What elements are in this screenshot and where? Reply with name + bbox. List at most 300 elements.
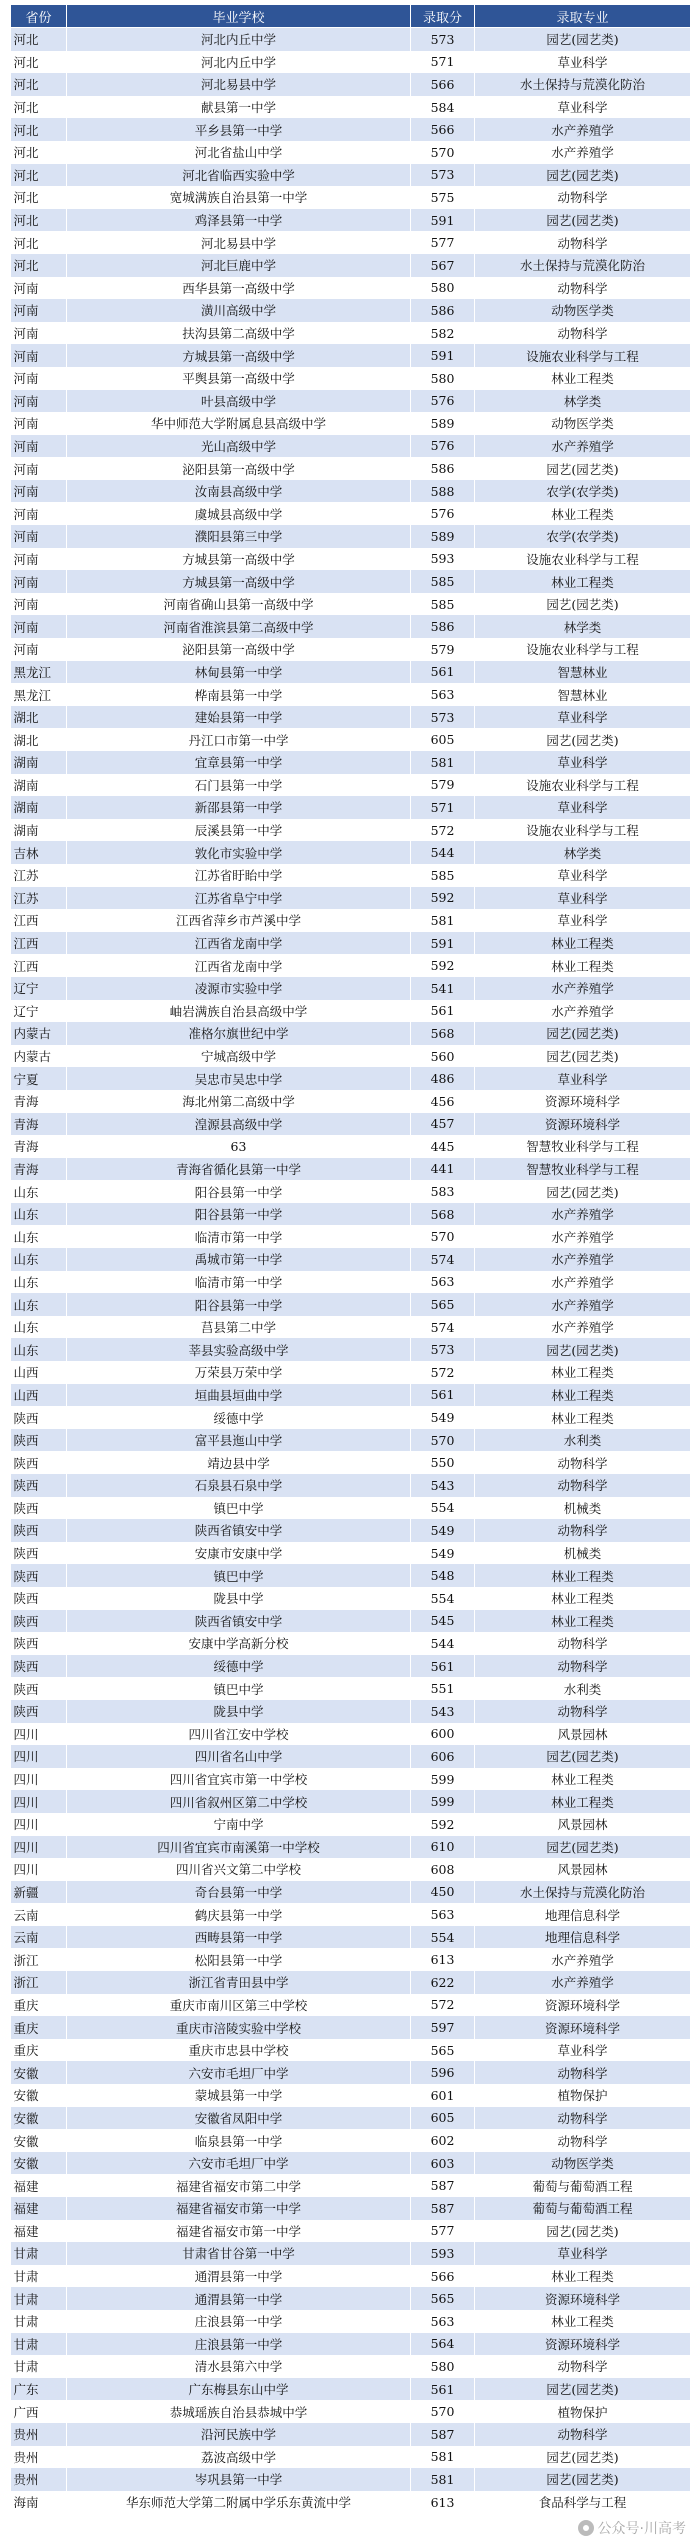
cell-major: 水土保持与荒漠化防治 bbox=[475, 254, 691, 277]
cell-school: 华东师范大学第二附属中学乐东黄流中学 bbox=[67, 2491, 411, 2514]
cell-score: 580 bbox=[411, 277, 475, 300]
cell-province: 陕西 bbox=[11, 1587, 67, 1610]
cell-score: 551 bbox=[411, 1677, 475, 1700]
cell-major: 动物科学 bbox=[475, 1451, 691, 1474]
cell-major: 草业科学 bbox=[475, 909, 691, 932]
cell-major: 机械类 bbox=[475, 1497, 691, 1520]
cell-score: 599 bbox=[411, 1768, 475, 1791]
cell-province: 湖南 bbox=[11, 774, 67, 797]
cell-major: 动物科学 bbox=[475, 2423, 691, 2446]
cell-province: 陕西 bbox=[11, 1632, 67, 1655]
cell-school: 临泉县第一中学 bbox=[67, 2129, 411, 2152]
cell-province: 云南 bbox=[11, 1926, 67, 1949]
cell-score: 602 bbox=[411, 2129, 475, 2152]
table-row bbox=[11, 864, 691, 887]
cell-province: 甘肃 bbox=[11, 2333, 67, 2356]
cell-score: 565 bbox=[411, 2039, 475, 2062]
table-row bbox=[11, 73, 691, 96]
cell-school: 绥德中学 bbox=[67, 1406, 411, 1429]
cell-province: 河南 bbox=[11, 638, 67, 661]
cell-score: 570 bbox=[411, 1225, 475, 1248]
cell-school: 莘县实验高级中学 bbox=[67, 1338, 411, 1361]
cell-score: 584 bbox=[411, 96, 475, 119]
cell-score: 606 bbox=[411, 1745, 475, 1768]
cell-school: 河北内丘中学 bbox=[67, 51, 411, 74]
cell-major: 园艺(园艺类) bbox=[475, 2468, 691, 2491]
cell-score: 581 bbox=[411, 2446, 475, 2469]
cell-score: 581 bbox=[411, 2468, 475, 2491]
cell-province: 河北 bbox=[11, 231, 67, 254]
table-row bbox=[11, 1361, 691, 1384]
cell-score: 601 bbox=[411, 2084, 475, 2107]
cell-province: 甘肃 bbox=[11, 2287, 67, 2310]
cell-major: 园艺(园艺类) bbox=[475, 28, 691, 51]
watermark bbox=[578, 2518, 686, 2538]
table-row bbox=[11, 2242, 691, 2265]
cell-province: 山西 bbox=[11, 1361, 67, 1384]
cell-score: 445 bbox=[411, 1135, 475, 1158]
cell-major: 草业科学 bbox=[475, 96, 691, 119]
cell-score: 560 bbox=[411, 1045, 475, 1068]
cell-school: 绥德中学 bbox=[67, 1655, 411, 1678]
cell-school: 江西省萍乡市芦溪中学 bbox=[67, 909, 411, 932]
cell-score: 563 bbox=[411, 2310, 475, 2333]
cell-major: 水产养殖学 bbox=[475, 1203, 691, 1226]
table-row bbox=[11, 1135, 691, 1158]
cell-major: 设施农业科学与工程 bbox=[475, 638, 691, 661]
table-row bbox=[11, 774, 691, 797]
table-row bbox=[11, 2084, 691, 2107]
cell-score: 613 bbox=[411, 1948, 475, 1971]
cell-school: 六安市毛坦厂中学 bbox=[67, 2061, 411, 2084]
cell-province: 河南 bbox=[11, 570, 67, 593]
cell-school: 陇县中学 bbox=[67, 1587, 411, 1610]
table-row bbox=[11, 1858, 691, 1881]
cell-school: 准格尔旗世纪中学 bbox=[67, 1022, 411, 1045]
cell-major: 动物科学 bbox=[475, 1474, 691, 1497]
cell-school: 福建省福安市第一中学 bbox=[67, 2220, 411, 2243]
cell-major: 园艺(园艺类) bbox=[475, 1180, 691, 1203]
cell-province: 安徽 bbox=[11, 2107, 67, 2130]
cell-score: 585 bbox=[411, 570, 475, 593]
cell-province: 新疆 bbox=[11, 1881, 67, 1904]
cell-score: 566 bbox=[411, 73, 475, 96]
table-row bbox=[11, 2039, 691, 2062]
cell-score: 441 bbox=[411, 1158, 475, 1181]
cell-score: 544 bbox=[411, 841, 475, 864]
cell-province: 江西 bbox=[11, 932, 67, 955]
cell-province: 河南 bbox=[11, 525, 67, 548]
cell-province: 江西 bbox=[11, 954, 67, 977]
cell-score: 585 bbox=[411, 864, 475, 887]
cell-score: 605 bbox=[411, 728, 475, 751]
header-score: 录取分 bbox=[411, 5, 475, 28]
cell-major: 草业科学 bbox=[475, 887, 691, 910]
cell-major: 草业科学 bbox=[475, 796, 691, 819]
table-row bbox=[11, 2333, 691, 2356]
cell-score: 593 bbox=[411, 548, 475, 571]
cell-province: 湖北 bbox=[11, 728, 67, 751]
cell-school: 方城县第一高级中学 bbox=[67, 570, 411, 593]
cell-province: 河南 bbox=[11, 344, 67, 367]
cell-province: 四川 bbox=[11, 1790, 67, 1813]
cell-school: 四川省叙州区第二中学校 bbox=[67, 1790, 411, 1813]
table-row bbox=[11, 2491, 691, 2514]
cell-province: 山东 bbox=[11, 1225, 67, 1248]
cell-school: 蒙城县第一中学 bbox=[67, 2084, 411, 2107]
table-row bbox=[11, 277, 691, 300]
cell-score: 565 bbox=[411, 1293, 475, 1316]
cell-major: 园艺(园艺类) bbox=[475, 1836, 691, 1859]
cell-major: 水利类 bbox=[475, 1429, 691, 1452]
cell-school: 河北易县中学 bbox=[67, 73, 411, 96]
cell-province: 湖北 bbox=[11, 706, 67, 729]
cell-major: 葡萄与葡萄酒工程 bbox=[475, 2174, 691, 2197]
cell-major: 林业工程类 bbox=[475, 1768, 691, 1791]
table-row bbox=[11, 1881, 691, 1904]
cell-province: 河北 bbox=[11, 164, 67, 187]
cell-score: 561 bbox=[411, 2378, 475, 2401]
cell-school: 阳谷县第一中学 bbox=[67, 1293, 411, 1316]
table-row bbox=[11, 1000, 691, 1023]
cell-province: 贵州 bbox=[11, 2468, 67, 2491]
cell-score: 592 bbox=[411, 1813, 475, 1836]
cell-major: 农学(农学类) bbox=[475, 480, 691, 503]
cell-major: 动物科学 bbox=[475, 231, 691, 254]
cell-province: 安徽 bbox=[11, 2061, 67, 2084]
cell-major: 林业工程类 bbox=[475, 1790, 691, 1813]
cell-score: 566 bbox=[411, 118, 475, 141]
table-row bbox=[11, 457, 691, 480]
cell-school: 西畴县第一中学 bbox=[67, 1926, 411, 1949]
table-row bbox=[11, 1655, 691, 1678]
cell-school: 凌源市实验中学 bbox=[67, 977, 411, 1000]
cell-score: 583 bbox=[411, 1180, 475, 1203]
cell-major: 园艺(园艺类) bbox=[475, 728, 691, 751]
cell-score: 591 bbox=[411, 932, 475, 955]
cell-major: 资源环境科学 bbox=[475, 2333, 691, 2356]
table-row bbox=[11, 1700, 691, 1723]
cell-score: 610 bbox=[411, 1836, 475, 1859]
cell-score: 597 bbox=[411, 2016, 475, 2039]
table-row bbox=[11, 1180, 691, 1203]
table-row bbox=[11, 1090, 691, 1113]
table-row bbox=[11, 1225, 691, 1248]
cell-province: 江苏 bbox=[11, 887, 67, 910]
cell-province: 福建 bbox=[11, 2174, 67, 2197]
cell-school: 方城县第一高级中学 bbox=[67, 548, 411, 571]
cell-score: 576 bbox=[411, 502, 475, 525]
cell-major: 林业工程类 bbox=[475, 367, 691, 390]
cell-province: 宁夏 bbox=[11, 1067, 67, 1090]
cell-major: 草业科学 bbox=[475, 706, 691, 729]
cell-school: 四川省名山中学 bbox=[67, 1745, 411, 1768]
cell-score: 603 bbox=[411, 2152, 475, 2175]
cell-score: 589 bbox=[411, 525, 475, 548]
table-row bbox=[11, 1632, 691, 1655]
table-row bbox=[11, 164, 691, 187]
cell-score: 567 bbox=[411, 254, 475, 277]
cell-school: 江西省龙南中学 bbox=[67, 932, 411, 955]
cell-major: 风景园林 bbox=[475, 1723, 691, 1746]
cell-score: 573 bbox=[411, 164, 475, 187]
table-header-row bbox=[11, 5, 691, 28]
cell-score: 576 bbox=[411, 435, 475, 458]
cell-score: 613 bbox=[411, 2491, 475, 2514]
cell-school: 临清市第一中学 bbox=[67, 1225, 411, 1248]
cell-school: 重庆市忠县中学校 bbox=[67, 2039, 411, 2062]
cell-province: 青海 bbox=[11, 1113, 67, 1136]
table-row bbox=[11, 1926, 691, 1949]
table-row bbox=[11, 141, 691, 164]
cell-school: 四川省兴文第二中学校 bbox=[67, 1858, 411, 1881]
admission-table bbox=[10, 4, 691, 2513]
cell-score: 564 bbox=[411, 2333, 475, 2356]
cell-score: 571 bbox=[411, 796, 475, 819]
table-row bbox=[11, 977, 691, 1000]
cell-major: 动物医学类 bbox=[475, 2152, 691, 2175]
table-row bbox=[11, 1158, 691, 1181]
cell-score: 566 bbox=[411, 2265, 475, 2288]
cell-score: 543 bbox=[411, 1474, 475, 1497]
cell-score: 579 bbox=[411, 774, 475, 797]
cell-school: 辰溪县第一中学 bbox=[67, 819, 411, 842]
cell-major: 园艺(园艺类) bbox=[475, 2220, 691, 2243]
cell-score: 561 bbox=[411, 1655, 475, 1678]
cell-score: 592 bbox=[411, 954, 475, 977]
cell-major: 动物科学 bbox=[475, 1519, 691, 1542]
cell-score: 581 bbox=[411, 909, 475, 932]
table-row bbox=[11, 954, 691, 977]
cell-province: 海南 bbox=[11, 2491, 67, 2514]
table-row bbox=[11, 2310, 691, 2333]
table-row bbox=[11, 1610, 691, 1633]
cell-province: 河北 bbox=[11, 186, 67, 209]
cell-province: 陕西 bbox=[11, 1497, 67, 1520]
cell-score: 622 bbox=[411, 1971, 475, 1994]
table-row bbox=[11, 1022, 691, 1045]
cell-score: 592 bbox=[411, 887, 475, 910]
cell-major: 植物保护 bbox=[475, 2400, 691, 2423]
cell-province: 四川 bbox=[11, 1768, 67, 1791]
table-row bbox=[11, 2355, 691, 2378]
table-row bbox=[11, 1903, 691, 1926]
table-row bbox=[11, 2107, 691, 2130]
cell-school: 宜章县第一中学 bbox=[67, 751, 411, 774]
table-row bbox=[11, 887, 691, 910]
cell-major: 草业科学 bbox=[475, 2039, 691, 2062]
table-row bbox=[11, 28, 691, 51]
table-row bbox=[11, 2287, 691, 2310]
cell-province: 河南 bbox=[11, 457, 67, 480]
cell-major: 园艺(园艺类) bbox=[475, 2446, 691, 2469]
cell-school: 河南省淮滨县第二高级中学 bbox=[67, 615, 411, 638]
cell-school: 四川省江安中学校 bbox=[67, 1723, 411, 1746]
cell-score: 591 bbox=[411, 344, 475, 367]
cell-school: 重庆市南川区第三中学校 bbox=[67, 1994, 411, 2017]
cell-score: 588 bbox=[411, 480, 475, 503]
cell-major: 动物科学 bbox=[475, 2129, 691, 2152]
table-row bbox=[11, 1203, 691, 1226]
table-row bbox=[11, 118, 691, 141]
table-row bbox=[11, 1474, 691, 1497]
table-row bbox=[11, 1451, 691, 1474]
cell-province: 贵州 bbox=[11, 2446, 67, 2469]
cell-province: 重庆 bbox=[11, 1994, 67, 2017]
cell-province: 河北 bbox=[11, 28, 67, 51]
table-row bbox=[11, 661, 691, 684]
cell-school: 通渭县第一中学 bbox=[67, 2265, 411, 2288]
cell-school: 沿河民族中学 bbox=[67, 2423, 411, 2446]
cell-score: 561 bbox=[411, 1000, 475, 1023]
cell-major: 水产养殖学 bbox=[475, 1293, 691, 1316]
table-row bbox=[11, 2265, 691, 2288]
cell-province: 青海 bbox=[11, 1090, 67, 1113]
table-row bbox=[11, 1406, 691, 1429]
cell-province: 山东 bbox=[11, 1293, 67, 1316]
cell-score: 549 bbox=[411, 1519, 475, 1542]
cell-school: 石门县第一中学 bbox=[67, 774, 411, 797]
cell-school: 鹤庆县第一中学 bbox=[67, 1903, 411, 1926]
cell-major: 动物科学 bbox=[475, 186, 691, 209]
cell-score: 573 bbox=[411, 1338, 475, 1361]
cell-major: 农学(农学类) bbox=[475, 525, 691, 548]
cell-school: 恭城瑶族自治县恭城中学 bbox=[67, 2400, 411, 2423]
cell-major: 资源环境科学 bbox=[475, 1994, 691, 2017]
cell-province: 陕西 bbox=[11, 1406, 67, 1429]
cell-province: 陕西 bbox=[11, 1429, 67, 1452]
cell-province: 四川 bbox=[11, 1858, 67, 1881]
cell-major: 林业工程类 bbox=[475, 1587, 691, 1610]
cell-major: 园艺(园艺类) bbox=[475, 1338, 691, 1361]
cell-school: 平舆县第一高级中学 bbox=[67, 367, 411, 390]
table-row bbox=[11, 1271, 691, 1294]
table-row bbox=[11, 1542, 691, 1565]
cell-province: 辽宁 bbox=[11, 977, 67, 1000]
table-row bbox=[11, 2446, 691, 2469]
table-row bbox=[11, 638, 691, 661]
cell-province: 浙江 bbox=[11, 1971, 67, 1994]
cell-school: 陇县中学 bbox=[67, 1700, 411, 1723]
cell-school: 海北州第二高级中学 bbox=[67, 1090, 411, 1113]
cell-major: 园艺(园艺类) bbox=[475, 1045, 691, 1068]
cell-major: 资源环境科学 bbox=[475, 1113, 691, 1136]
cell-province: 陕西 bbox=[11, 1610, 67, 1633]
cell-major: 林业工程类 bbox=[475, 954, 691, 977]
cell-major: 水产养殖学 bbox=[475, 118, 691, 141]
cell-score: 587 bbox=[411, 2197, 475, 2220]
cell-score: 572 bbox=[411, 819, 475, 842]
cell-major: 水产养殖学 bbox=[475, 1000, 691, 1023]
cell-major: 水产养殖学 bbox=[475, 1948, 691, 1971]
cell-province: 湖南 bbox=[11, 819, 67, 842]
cell-province: 河北 bbox=[11, 118, 67, 141]
cell-major: 食品科学与工程 bbox=[475, 2491, 691, 2514]
cell-major: 智慧林业 bbox=[475, 661, 691, 684]
cell-province: 河南 bbox=[11, 367, 67, 390]
cell-school: 庄浪县第一中学 bbox=[67, 2333, 411, 2356]
cell-province: 内蒙古 bbox=[11, 1045, 67, 1068]
cell-major: 林业工程类 bbox=[475, 1361, 691, 1384]
cell-major: 设施农业科学与工程 bbox=[475, 774, 691, 797]
cell-major: 园艺(园艺类) bbox=[475, 457, 691, 480]
table-row bbox=[11, 1813, 691, 1836]
cell-major: 林业工程类 bbox=[475, 570, 691, 593]
cell-major: 园艺(园艺类) bbox=[475, 1745, 691, 1768]
cell-score: 572 bbox=[411, 1361, 475, 1384]
cell-school: 清水县第六中学 bbox=[67, 2355, 411, 2378]
cell-school: 平乡县第一中学 bbox=[67, 118, 411, 141]
cell-major: 水产养殖学 bbox=[475, 1316, 691, 1339]
cell-province: 陕西 bbox=[11, 1564, 67, 1587]
table-row bbox=[11, 548, 691, 571]
cell-province: 安徽 bbox=[11, 2152, 67, 2175]
table-row bbox=[11, 2016, 691, 2039]
cell-major: 草业科学 bbox=[475, 751, 691, 774]
cell-province: 甘肃 bbox=[11, 2265, 67, 2288]
table-row bbox=[11, 1790, 691, 1813]
table-row bbox=[11, 728, 691, 751]
cell-province: 山东 bbox=[11, 1316, 67, 1339]
cell-school: 泌阳县第一高级中学 bbox=[67, 638, 411, 661]
cell-major: 动物科学 bbox=[475, 1655, 691, 1678]
cell-school: 63 bbox=[67, 1135, 411, 1158]
table-row bbox=[11, 2468, 691, 2491]
table-row bbox=[11, 1948, 691, 1971]
cell-score: 570 bbox=[411, 2400, 475, 2423]
cell-major: 林业工程类 bbox=[475, 1406, 691, 1429]
table-row bbox=[11, 299, 691, 322]
cell-score: 568 bbox=[411, 1203, 475, 1226]
cell-major: 动物医学类 bbox=[475, 299, 691, 322]
cell-province: 甘肃 bbox=[11, 2242, 67, 2265]
cell-school: 建始县第一中学 bbox=[67, 706, 411, 729]
cell-major: 水产养殖学 bbox=[475, 1225, 691, 1248]
cell-score: 545 bbox=[411, 1610, 475, 1633]
table-row bbox=[11, 412, 691, 435]
cell-score: 573 bbox=[411, 706, 475, 729]
cell-school: 浙江省青田县中学 bbox=[67, 1971, 411, 1994]
cell-school: 六安市毛坦厂中学 bbox=[67, 2152, 411, 2175]
cell-province: 河北 bbox=[11, 209, 67, 232]
table-row bbox=[11, 1384, 691, 1407]
table-row bbox=[11, 2152, 691, 2175]
table-row bbox=[11, 2197, 691, 2220]
cell-school: 安康市安康中学 bbox=[67, 1542, 411, 1565]
table-row bbox=[11, 2423, 691, 2446]
cell-score: 586 bbox=[411, 615, 475, 638]
table-row bbox=[11, 1113, 691, 1136]
cell-score: 575 bbox=[411, 186, 475, 209]
cell-score: 568 bbox=[411, 1022, 475, 1045]
cell-province: 陕西 bbox=[11, 1677, 67, 1700]
cell-school: 濮阳县第三中学 bbox=[67, 525, 411, 548]
cell-major: 草业科学 bbox=[475, 51, 691, 74]
cell-school: 林甸县第一中学 bbox=[67, 661, 411, 684]
cell-school: 潢川高级中学 bbox=[67, 299, 411, 322]
cell-score: 586 bbox=[411, 299, 475, 322]
cell-province: 河北 bbox=[11, 73, 67, 96]
cell-school: 江苏省阜宁中学 bbox=[67, 887, 411, 910]
table-row bbox=[11, 96, 691, 119]
cell-score: 580 bbox=[411, 2355, 475, 2378]
cell-score: 605 bbox=[411, 2107, 475, 2130]
cell-school: 方城县第一高级中学 bbox=[67, 344, 411, 367]
cell-school: 福建省福安市第一中学 bbox=[67, 2197, 411, 2220]
table-row bbox=[11, 841, 691, 864]
cell-score: 576 bbox=[411, 390, 475, 413]
cell-major: 草业科学 bbox=[475, 1067, 691, 1090]
